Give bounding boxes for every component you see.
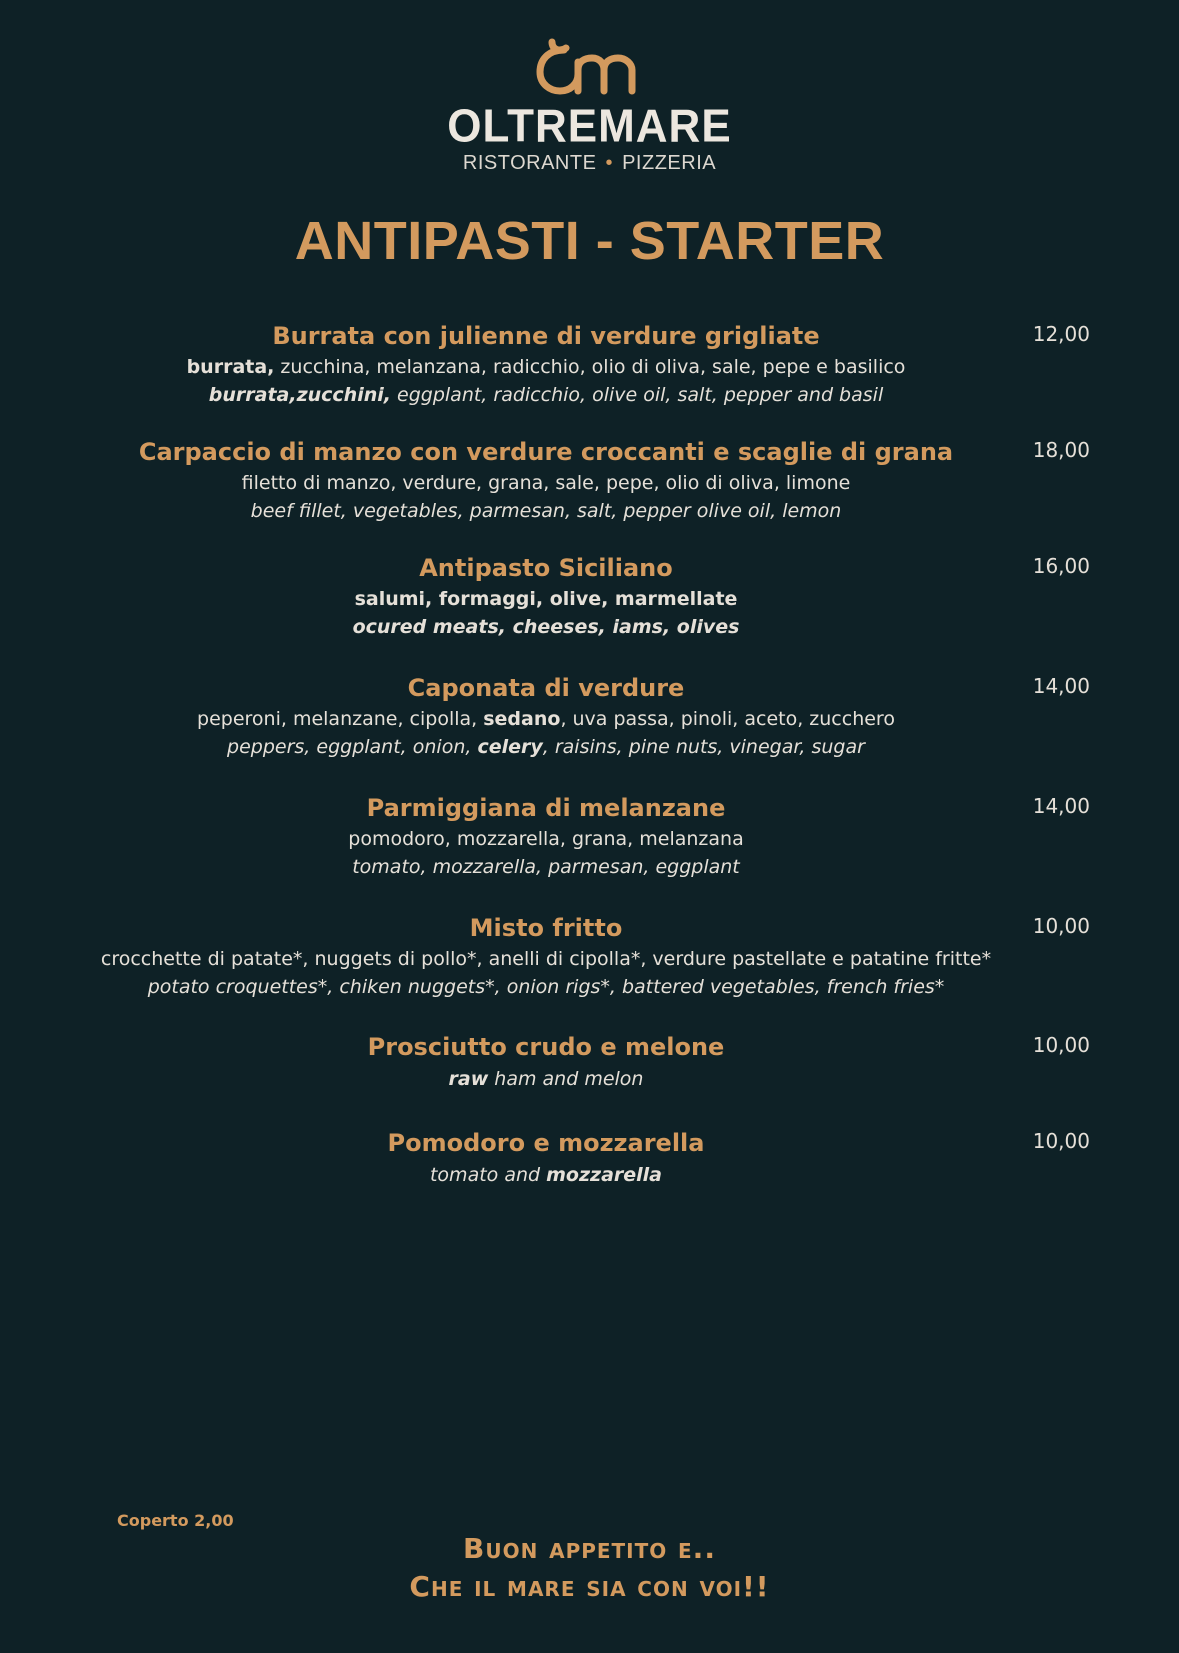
menu-item xyxy=(90,910,1090,1029)
menu-item-ingredients-en xyxy=(90,497,1002,525)
menu-item xyxy=(90,1029,1090,1125)
menu-item xyxy=(90,434,1090,550)
ingredient-text: ocured meats, cheeses, iams, olives xyxy=(352,616,740,638)
ingredient-text: burrata, xyxy=(186,356,275,378)
menu-item-ingredients-en xyxy=(90,853,1002,881)
ingredient-text: peppers, eggplant, onion, xyxy=(227,736,478,758)
brand-subtitle-right: PIZZERIA xyxy=(622,152,717,174)
ingredient-text: salumi, formaggi, olive, marmellate xyxy=(354,588,738,610)
menu-item-body xyxy=(90,550,1002,641)
menu-item-ingredients-en xyxy=(90,1161,1002,1189)
ingredient-text: celery xyxy=(477,736,543,758)
ingredient-text: potato croquettes*, chiken nuggets*, onion rigs*, battered vegetables, french fries* xyxy=(147,976,945,998)
menu-item-ingredients-it xyxy=(90,354,1002,381)
brand-subtitle-separator: • xyxy=(605,152,614,174)
closing-line-1: Buon appetito e.. xyxy=(463,1532,716,1565)
ingredient-text: tomato, mozzarella, parmesan, eggplant xyxy=(352,856,740,878)
menu-item-body xyxy=(90,670,1002,761)
ingredient-text: sedano xyxy=(483,708,561,730)
menu-item-ingredients-it xyxy=(90,586,1002,613)
menu-item-ingredients-it xyxy=(90,470,1002,497)
ingredient-text: filetto di manzo, verdure, grana, sale, pepe, olio di oliva, limone xyxy=(241,472,851,494)
ingredient-text: burrata,zucchini, xyxy=(208,384,391,406)
section-title: ANTIPASTI - STARTER xyxy=(294,211,885,271)
menu-item-body xyxy=(90,434,1002,525)
menu-item xyxy=(90,670,1090,790)
ingredient-text: eggplant, radicchio, olive oil, salt, pepper and basil xyxy=(390,384,884,406)
menu-item-price: 10,00 xyxy=(1032,914,1090,938)
menu-item-ingredients-en xyxy=(90,613,1002,641)
menu-item-name: Burrata con julienne di verdure grigliate xyxy=(272,322,820,350)
restaurant-logo xyxy=(0,36,1179,175)
menu-item-ingredients-it xyxy=(90,826,1002,853)
menu-item xyxy=(90,790,1090,910)
ingredient-text: ham and melon xyxy=(488,1068,644,1090)
menu-item-body xyxy=(90,910,1002,1001)
brand-name: OLTREMARE xyxy=(447,100,732,153)
menu-items-list xyxy=(90,318,1090,1185)
menu-item-ingredients-en xyxy=(90,733,1002,761)
closing-message xyxy=(0,1530,1179,1606)
menu-item-price: 14,00 xyxy=(1032,674,1090,698)
menu-item-price: 16,00 xyxy=(1032,554,1090,578)
menu-item xyxy=(90,1125,1090,1185)
menu-item-name: Parmiggiana di melanzane xyxy=(366,794,726,822)
menu-item-ingredients-it xyxy=(90,706,1002,733)
menu-item-body xyxy=(90,1029,1002,1093)
menu-item-name: Antipasto Siciliano xyxy=(419,554,673,582)
ingredient-text: tomato and xyxy=(429,1164,547,1186)
menu-item-ingredients-it xyxy=(90,946,1002,973)
menu-item-body xyxy=(90,1125,1002,1189)
om-monogram-icon xyxy=(534,36,646,96)
ingredient-text: zucchina, melanzana, radicchio, olio di oliva, sale, pepe e basilico xyxy=(274,356,906,378)
menu-item-price: 18,00 xyxy=(1032,438,1090,462)
menu-item-body xyxy=(90,318,1002,409)
menu-item-name: Carpaccio di manzo con verdure croccanti e scaglie di grana xyxy=(138,438,954,466)
menu-item-body xyxy=(90,790,1002,881)
menu-item-price: 14,00 xyxy=(1032,794,1090,818)
ingredient-text: beef fillet, vegetables, parmesan, salt, pepper olive oil, lemon xyxy=(250,500,842,522)
ingredient-text: raw xyxy=(448,1068,489,1090)
menu-item-price: 10,00 xyxy=(1032,1033,1090,1057)
menu-item-ingredients-en xyxy=(90,973,1002,1001)
brand-subtitle-left: RISTORANTE xyxy=(462,152,597,174)
menu-item xyxy=(90,550,1090,670)
ingredient-text: pomodoro, mozzarella, grana, melanzana xyxy=(348,828,744,850)
menu-item-price: 12,00 xyxy=(1032,322,1090,346)
ingredient-text: mozzarella xyxy=(546,1164,663,1186)
menu-item-name: Misto fritto xyxy=(469,914,623,942)
menu-item-name: Caponata di verdure xyxy=(407,674,685,702)
menu-item-ingredients-en xyxy=(90,381,1002,409)
menu-item-name: Pomodoro e mozzarella xyxy=(387,1129,705,1157)
menu-item-ingredients-en xyxy=(90,1065,1002,1093)
menu-item-price: 10,00 xyxy=(1032,1129,1090,1153)
brand-subtitle xyxy=(0,152,1179,175)
menu-item xyxy=(90,318,1090,434)
ingredient-text: crocchette di patate*, nuggets di pollo*, anelli di cipolla*, verdure pastellate e patatine fritte* xyxy=(100,948,992,970)
ingredient-text: peperoni, melanzane, cipolla, xyxy=(197,708,484,730)
cover-charge: Coperto 2,00 xyxy=(117,1511,234,1530)
closing-line-2: Che il mare sia con voi!! xyxy=(409,1570,770,1603)
ingredient-text: , raisins, pine nuts, vinegar, sugar xyxy=(542,736,865,758)
menu-item-name: Prosciutto crudo e melone xyxy=(367,1033,725,1061)
ingredient-text: , uva passa, pinoli, aceto, zucchero xyxy=(560,708,895,730)
